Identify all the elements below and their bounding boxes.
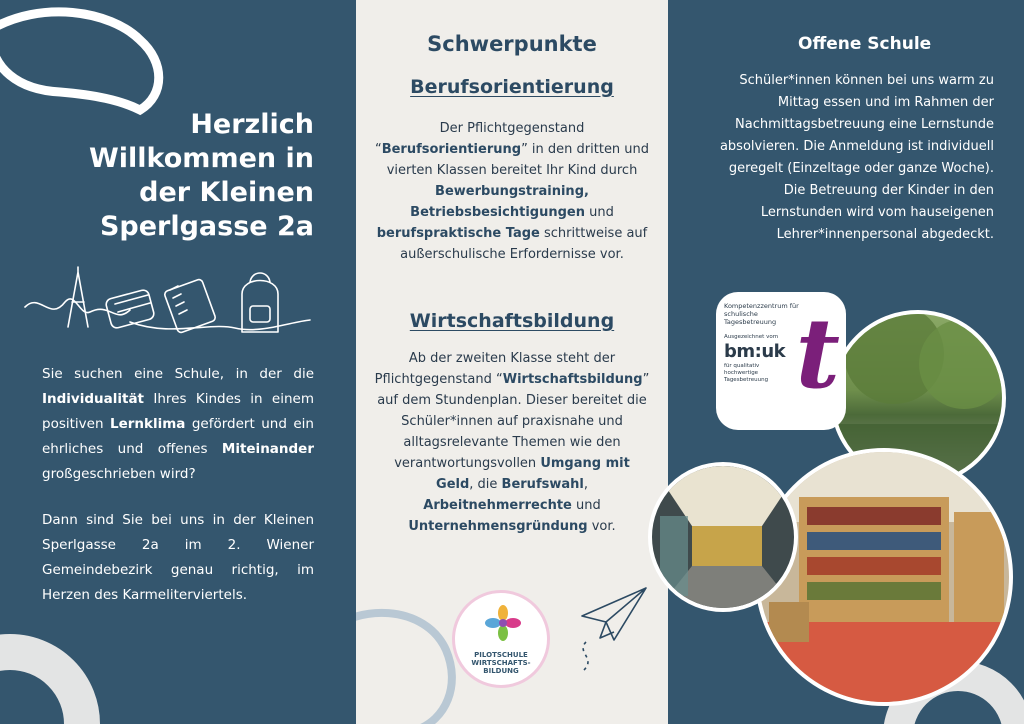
logo-line: für qualitativ hochwertige Tagesbetreuung [724,363,769,383]
title-line: Willkommen in [88,143,314,174]
school-supplies-doodle [20,262,330,342]
intro-paragraph-2: Dann sind Sie bei uns in der Kleinen Sperlgasse 2a im 2. Wiener Gemeindebezirk genau richtig, im Herzen des Karmeliterviertels. [42,512,314,603]
tagesbetreuung-logo [716,292,846,430]
wirtschaftsbildung-text: Ab der zweiten Klasse steht der Pflichtgegenstand “Wirtschaftsbildung” auf dem Stundenplan. Dieser bereitet die Schüler*innen auf praxisnahe und alltagsrelevante Themen wie den verantwortungsvollen Umgang mit Geld, die Berufswahl, Arbeitnehmerrechte und Unternehmensgründung vor. [374,351,650,534]
logo-brand: bm:uk [724,341,786,362]
berufsorientierung-heading: Berufsorientierung [410,76,614,98]
offene-schule-text: Schüler*innen können bei uns warm zu Mittag essen und im Rahmen der Nachmittagsbetreuung eine Lernstunde absolvieren. Die Anmeldung ist individuell geregelt (Einzeltage oder ganze Woche). Die Betreuung der Kinder in den Lernstunden wird vom hauseigenen Lehrer*innenpersonal abgedeckt. [719,73,994,242]
berufsorientierung-text: Der Pflichtgegenstand “Berufsorientierung” in den dritten und vierten Klassen bereitet Ihr Kind durch Bewerbungstraining, Betriebsbesichtigungen und berufspraktische Tage schrittweise auf außerschulische Erfordernisse vor. [374,121,650,262]
flower-logo-icon [485,603,521,647]
title-line: Sperlgasse 2a [99,211,314,242]
welcome-title [89,108,314,244]
bird-outline-decoration [0,0,356,120]
logo-line: Ausgezeichnet vom [724,334,779,340]
paper-plane-icon [566,582,656,682]
badge-text: PILOTSCHULE WIRTSCHAFTS-BILDUNG [471,651,531,675]
title-line: Herzlich [190,109,314,140]
library-photo [755,448,1013,706]
offene-schule-heading: Offene Schule [798,34,932,54]
wirtschaftsbildung-heading: Wirtschaftsbildung [409,310,615,332]
intro-paragraph-1: Sie suchen eine Schule, in der die Individualität Ihres Kindes in einem positiven Lernklima gefördert und ein ehrliches und offenes Miteinander großgeschrieben wird? [42,366,314,482]
pilotschule-badge [452,590,550,688]
title-line: der Kleinen [139,177,314,208]
logo-letter: t [795,297,840,410]
logo-line: Kompetenzzentrum für schulische Tagesbetreuung [724,302,799,326]
hallway-photo [648,462,798,612]
left-panel [0,0,356,724]
circle-decoration [0,620,356,724]
schwerpunkte-heading: Schwerpunkte [427,32,597,56]
bookshelf-illustration [759,452,1013,706]
